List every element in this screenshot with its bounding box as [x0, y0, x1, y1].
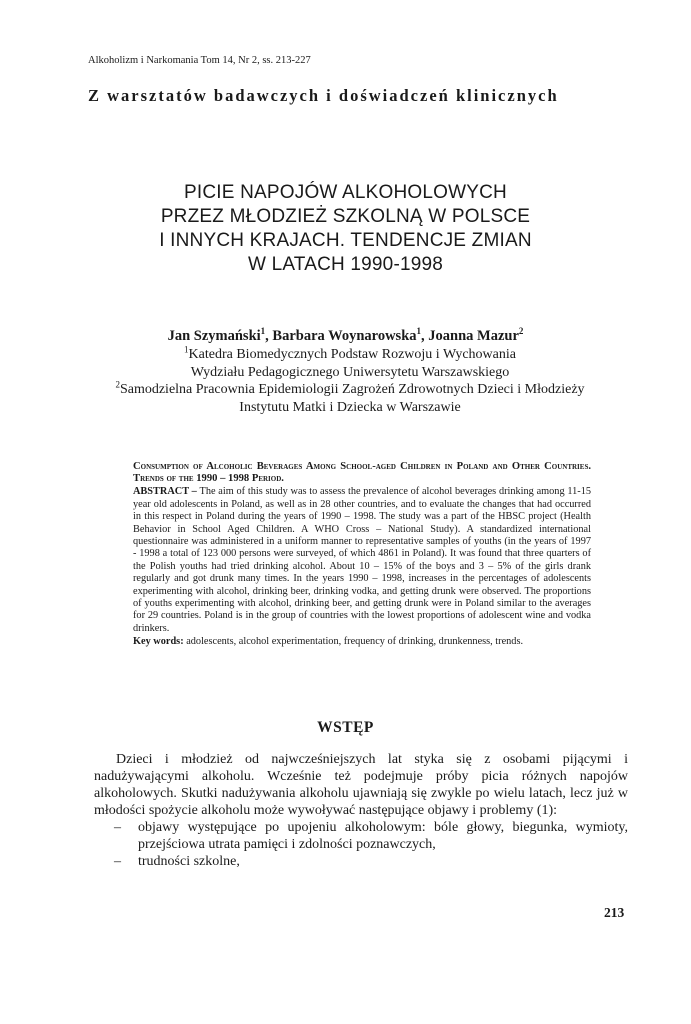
title-line: I INNYCH KRAJACH. TENDENCJE ZMIAN: [159, 230, 532, 251]
affiliations: [60, 346, 640, 416]
affiliation-text: Katedra Biomedycznych Podstaw Rozwoju i Wychowania: [188, 347, 516, 362]
list-item: [94, 853, 628, 870]
title-line: W LATACH 1990-1998: [247, 254, 444, 275]
list-item-text: objawy występujące po upojeniu alkoholowym: bóle głowy, biegunka, wymioty, przejściowa utrata pamięci i zdolności poznawczych,: [138, 820, 628, 852]
bullet-dash: –: [114, 820, 121, 835]
title-line: PICIE NAPOJÓW ALKOHOLOWYCH: [184, 182, 507, 203]
affiliation-line: [60, 399, 640, 417]
author-affiliation-mark: 2: [518, 326, 524, 337]
author-affiliation-mark: 1: [260, 326, 266, 337]
abstract-paragraph: [133, 486, 591, 635]
section-header: Z warsztatów badawczych i doświadczeń klinicznych: [88, 86, 559, 105]
affiliation-mark: 1: [184, 344, 189, 355]
body-text: [94, 751, 628, 870]
title-line: PRZEZ MŁODZIEŻ SZKOLNĄ W POLSCE: [160, 206, 531, 227]
abstract-block: [133, 461, 591, 649]
affiliation-line: [60, 364, 640, 382]
author-list: [0, 328, 691, 345]
section-heading: WSTĘP: [317, 719, 374, 736]
affiliation-text: Instytutu Matki i Dziecka w Warszawie: [239, 399, 461, 415]
affiliation-text: Wydziału Pedagogicznego Uniwersytetu Warszawskiego: [190, 364, 510, 380]
journal-reference: Alkoholizm i Narkomania Tom 14, Nr 2, ss. 213-227: [88, 55, 311, 66]
author-name: Joanna Mazur: [428, 328, 519, 344]
bullet-list: [94, 819, 628, 870]
abstract-text: The aim of this study was to assess the prevalence of alcohol beverages drinking among 11-15 year old adolescents in Poland, as well as in 28 other countries, and to evaluate the changes that had occurred in this respect in Poland during the years of 1990 – 1998. The study was a part of the HBSC project (Health Behavior in School Aged Children. A WHO Cross – National Study). A standardized international questionnaire was administered in a uniform manner to representative samples of youths (in the years of 1997 - 1998 a total of 123 000 persons were surveyed, of which 4861 in Poland). It was found that three quarters of the Polish youths had tried drinking alcohol. About 10 – 15% of the boys and 3 – 5% of the girls drank regularly and got drunk many times. In the years 1990 – 1998, increases in the percentages of adolescents experimenting with alcohol, drinking beer, drinking vodka, and getting drunk were observed. The proportions of youths experimenting with alcohol, drinking beer, and getting drunk were in Poland similar to the averages for 29 countries. Poland is in the group of countries with the lowest proportions of adolescent wine and vodka drinkers.: [133, 486, 592, 634]
body-paragraph: Dzieci i młodzież od najwcześniejszych lat styka się z osobami pijącymi i nadużywającymi alkoholu. Wcześnie też podejmuje próby picia różnych napojów alkoholowych. Skutki nadużywania alkoholu ujawniają się zwykle po wielu latach, lecz już w młodości spożycie alkoholu może wywoływać następujące objawy i problemy (1):: [94, 752, 628, 818]
article-title: [0, 181, 691, 277]
list-item: [94, 819, 628, 853]
author-affiliation-mark: 1: [416, 326, 422, 337]
affiliation-text: Samodzielna Pracownia Epidemiologii Zagrożeń Zdrowotnych Dzieci i Młodzieży: [119, 382, 585, 397]
author-name: Barbara Woynarowska: [272, 328, 417, 344]
keywords-label: Key words:: [133, 636, 184, 648]
english-title: Consumption of Alcoholic Beverages Among School-aged Children in Poland and Other Countries. Trends of the 1990 – 1998 Period.: [133, 461, 591, 485]
abstract-label: ABSTRACT –: [133, 486, 200, 498]
affiliation-line: [60, 381, 640, 399]
bullet-dash: –: [114, 854, 121, 869]
author-separator: ,: [421, 328, 429, 344]
affiliation-line: [60, 346, 640, 364]
affiliation-mark: 2: [115, 379, 120, 390]
author-separator: ,: [265, 328, 273, 344]
keywords-text: adolescents, alcohol experimentation, frequency of drinking, drunkenness, trends.: [183, 636, 524, 648]
list-item-text: trudności szkolne,: [138, 854, 240, 869]
keywords: [133, 636, 591, 648]
page-number: 213: [604, 905, 625, 920]
author-name: Jan Szymański: [167, 328, 261, 344]
